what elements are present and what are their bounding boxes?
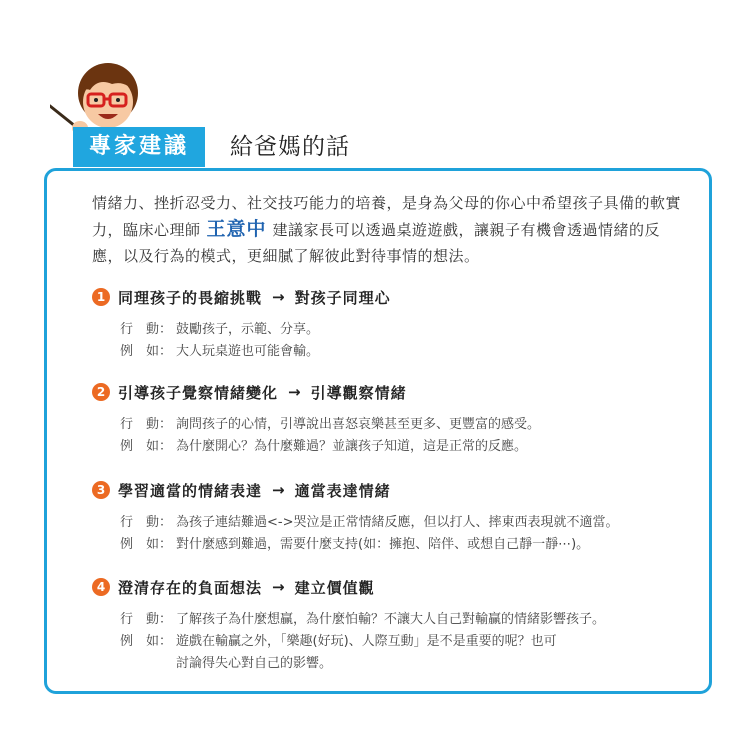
advice-section-4 — [92, 575, 692, 675]
number-badge: 1 — [92, 288, 110, 306]
arrow-icon: → — [272, 481, 285, 499]
number-badge: 4 — [92, 578, 110, 596]
example-label: 例 如： — [120, 537, 173, 552]
example-label: 例 如： — [120, 439, 173, 454]
action-row — [120, 512, 692, 534]
action-text: 鼓勵孩子，示範、分享。 — [176, 322, 320, 337]
action-row — [120, 609, 692, 631]
example-text: 對什麼感到難過，需要什麼支持(如：擁抱、陪伴、或想自己靜一靜⋯)。 — [176, 537, 590, 552]
intro-text-before: 情緒力、挫折忍受力、社交技巧能力的培養，是身為父母的你心中希望孩子具備的軟實力，臨床心理師 — [92, 194, 682, 239]
section-goal: 建立價值觀 — [294, 578, 375, 597]
section-goal: 引導觀察情緒 — [310, 383, 407, 402]
action-text: 了解孩子為什麼想贏，為什麼怕輸？不讓大人自己對輸贏的情緒影響孩子。 — [176, 612, 606, 627]
example-text: 為什麼開心？為什麼難過？並讓孩子知道，這是正常的反應。 — [176, 439, 528, 454]
example-label: 例 如： — [120, 344, 173, 359]
intro-text-after: 建議家長可以透過桌遊遊戲，讓親子有機會透過情緒的反應，以及行為的模式，更細膩了解彼此對待事情的想法。 — [92, 221, 661, 265]
action-text: 詢問孩子的心情，引導說出喜怒哀樂甚至更多、更豐富的感受。 — [176, 417, 541, 432]
section-heading — [92, 575, 692, 599]
example-label: 例 如： — [120, 634, 173, 649]
section-goal: 適當表達情緒 — [294, 481, 391, 500]
page-subtitle: 給爸媽的話 — [230, 134, 350, 160]
example-row — [120, 341, 692, 363]
header — [0, 0, 750, 170]
section-heading — [92, 285, 692, 309]
intro-paragraph — [92, 190, 682, 269]
advice-section-3 — [92, 478, 692, 556]
action-label: 行 動： — [120, 322, 173, 337]
example-text: 遊戲在輸贏之外，「樂趣(好玩)、人際互動」是不是重要的呢？也可 — [176, 634, 557, 649]
example-row — [120, 631, 692, 653]
arrow-icon: → — [272, 288, 285, 306]
expert-advice-tab: 專家建議 — [73, 127, 205, 167]
action-row — [120, 414, 692, 436]
number-badge: 2 — [92, 383, 110, 401]
example-text: 大人玩桌遊也可能會輸。 — [176, 344, 320, 359]
action-label: 行 動： — [120, 612, 173, 627]
section-title: 引導孩子覺察情緒變化 — [118, 383, 279, 402]
section-title: 學習適當的情緒表達 — [118, 481, 263, 500]
action-label: 行 動： — [120, 417, 173, 432]
section-heading — [92, 380, 692, 404]
section-heading — [92, 478, 692, 502]
section-title: 同理孩子的畏縮挑戰 — [118, 288, 263, 307]
arrow-icon: → — [288, 383, 301, 401]
example-text-continued: 討論得失心對自己的影響。 — [176, 656, 333, 671]
action-label: 行 動： — [120, 515, 173, 530]
action-text: 為孩子連結難過<->哭泣是正常情緒反應，但以打人、摔東西表現就不適當。 — [176, 515, 619, 530]
example-row — [120, 534, 692, 556]
section-title: 澄清存在的負面想法 — [118, 578, 263, 597]
action-row — [120, 319, 692, 341]
arrow-icon: → — [272, 578, 285, 596]
example-row — [120, 436, 692, 458]
section-goal: 對孩子同理心 — [294, 288, 391, 307]
intro-highlight-name: 王意中 — [206, 218, 267, 240]
number-badge: 3 — [92, 481, 110, 499]
advice-section-2 — [92, 380, 692, 458]
advice-section-1 — [92, 285, 692, 363]
